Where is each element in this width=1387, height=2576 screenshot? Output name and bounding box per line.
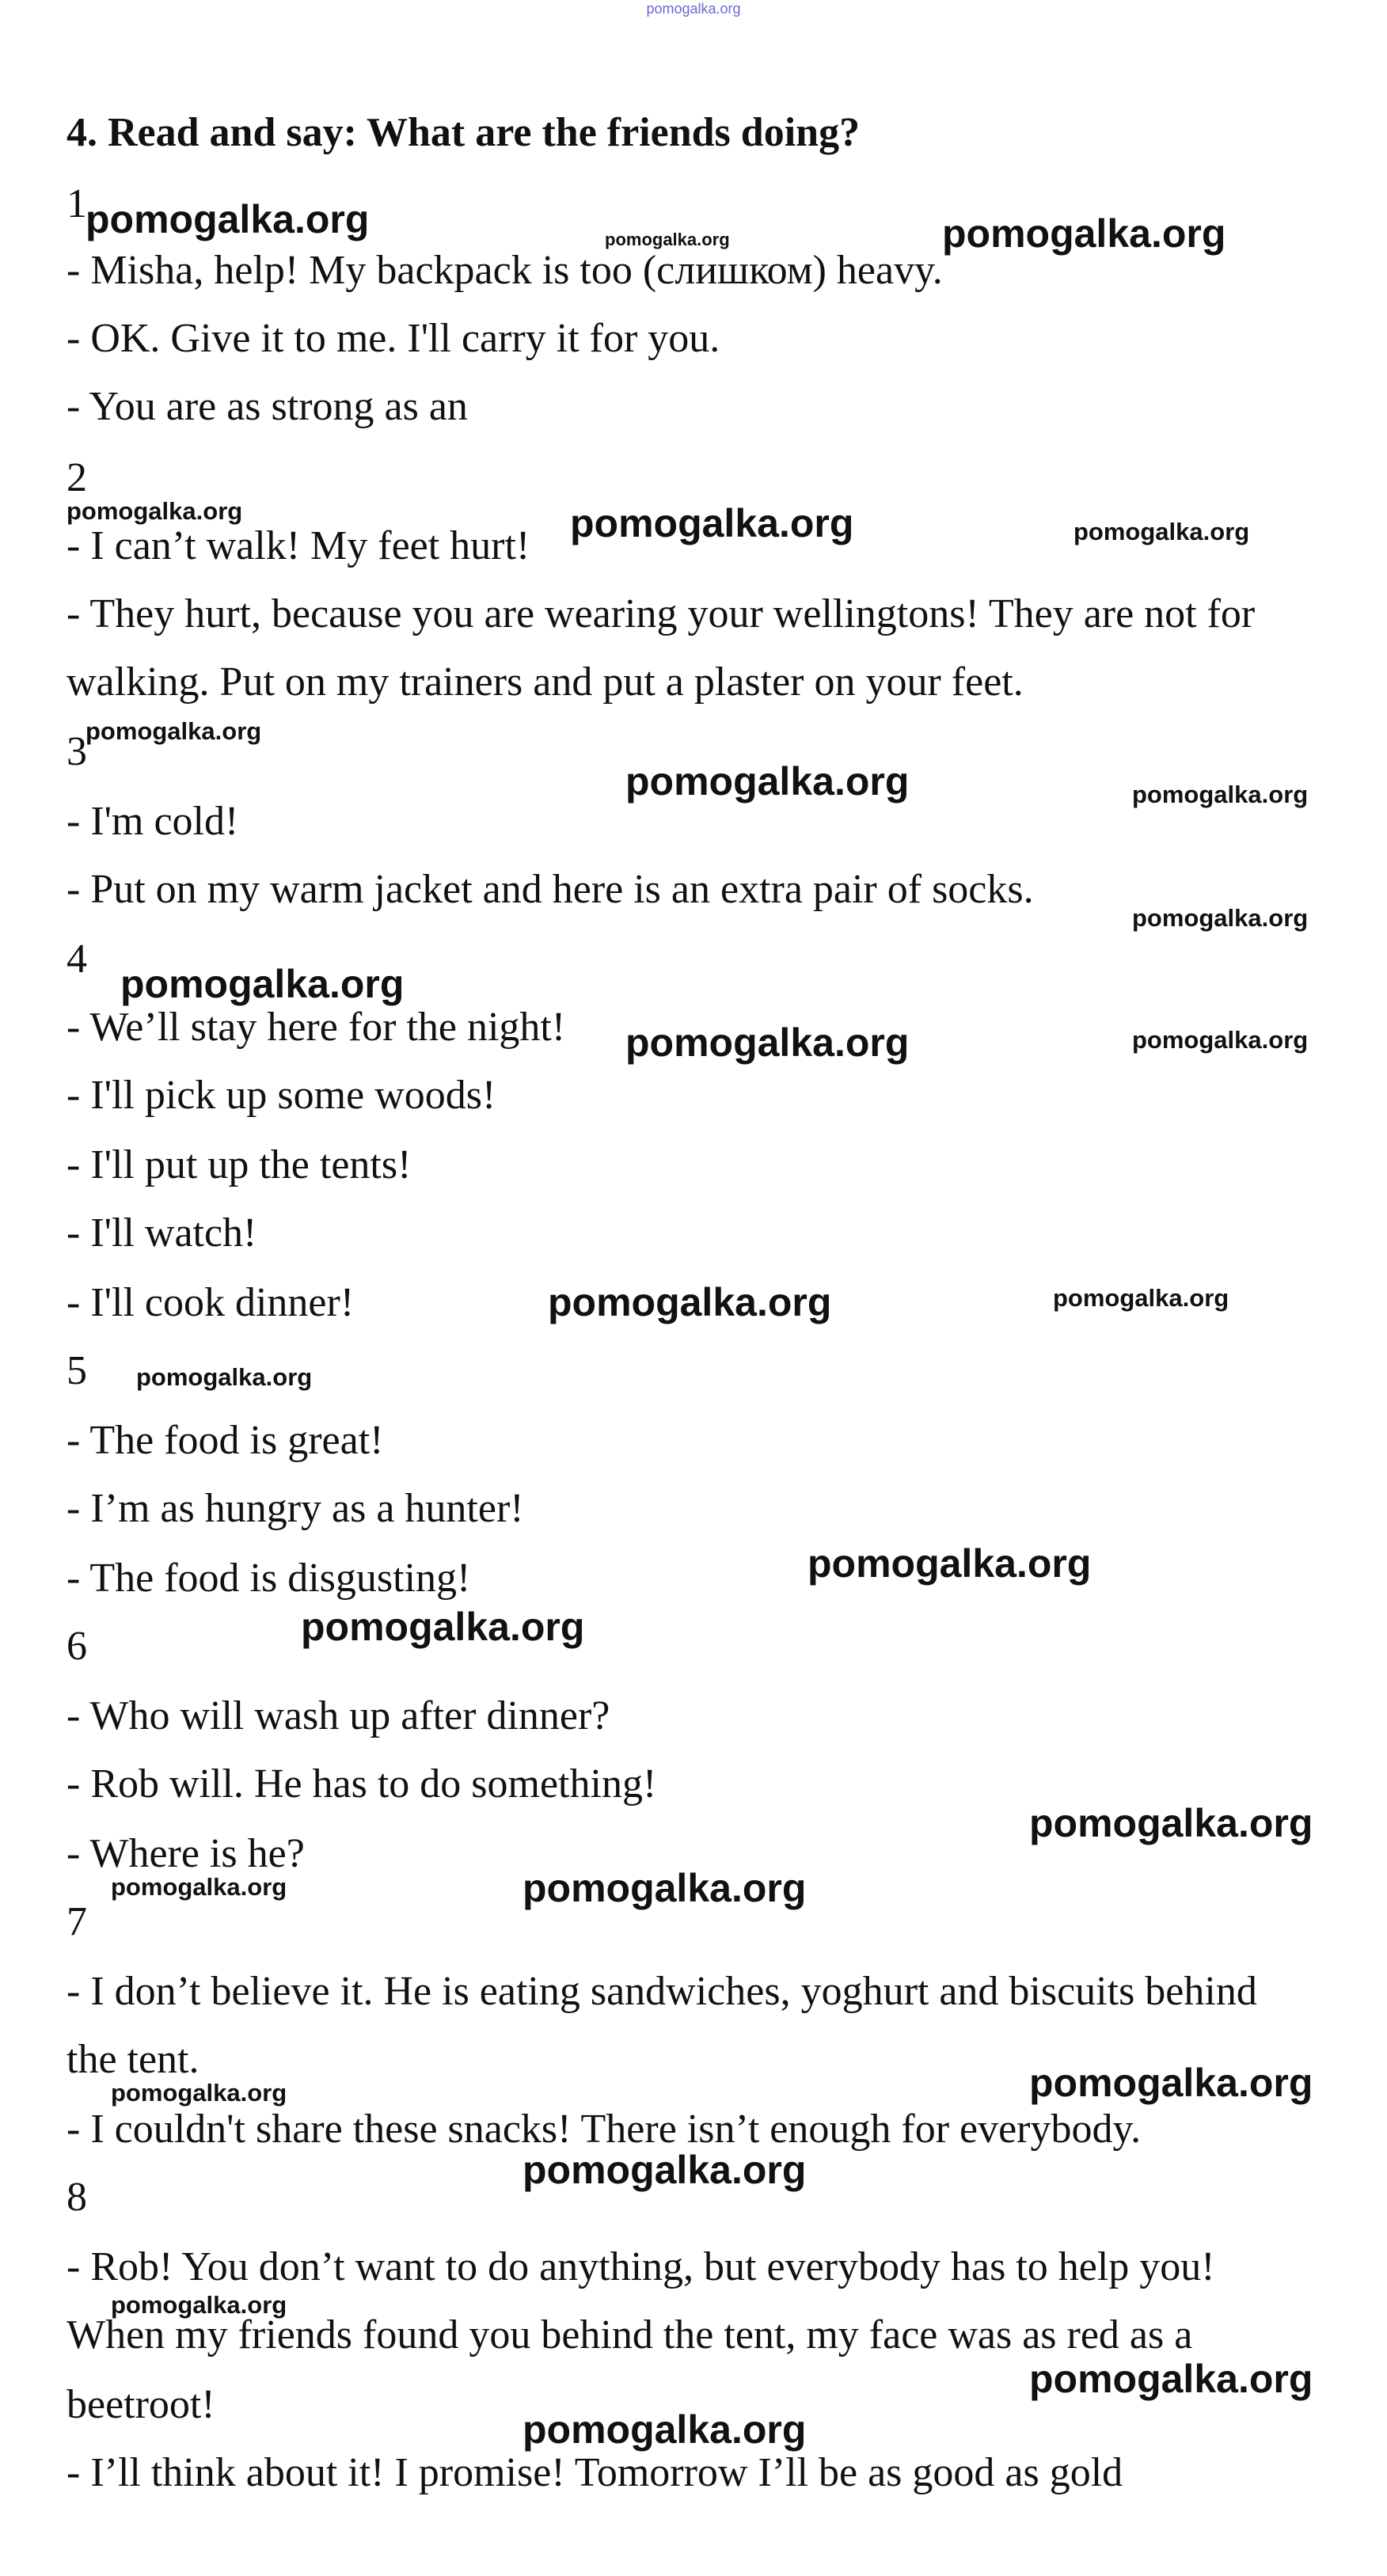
dialogue-line: - I'm cold! xyxy=(66,799,239,844)
dialogue-line: - I don’t believe it. He is eating sandwiches, yoghurt and biscuits behind xyxy=(66,1969,1257,2014)
dialogue-line: - The food is great! xyxy=(66,1418,384,1463)
watermark: pomogalka.org xyxy=(605,230,730,249)
dialogue-line: - Who will wash up after dinner? xyxy=(66,1693,610,1738)
watermark: pomogalka.org xyxy=(1074,518,1250,545)
dialogue-line: - Rob! You don’t want to do anything, but everybody has to help you! xyxy=(66,2244,1215,2289)
dialogue-number: 6 xyxy=(66,1624,87,1669)
dialogue-number: 5 xyxy=(66,1348,87,1393)
dialogue-line: - I'll pick up some woods! xyxy=(66,1073,496,1118)
dialogue-line: - They hurt, because you are wearing your wellingtons! They are not for xyxy=(66,591,1256,636)
watermark: pomogalka.org xyxy=(808,1541,1092,1586)
watermark: pomogalka.org xyxy=(522,1866,807,1910)
watermark: pomogalka.org xyxy=(136,1363,313,1391)
dialogue-line: - We’ll stay here for the night! xyxy=(66,1005,566,1050)
dialogue-line: the tent. xyxy=(66,2037,200,2082)
dialogue-number: 2 xyxy=(66,455,87,500)
exercise-title: 4. Read and say: What are the friends doing? xyxy=(66,110,861,155)
dialogue-line: - I’m as hungry as a hunter! xyxy=(66,1486,524,1531)
dialogue-line: - I'll cook dinner! xyxy=(66,1280,355,1325)
dialogue-line: - You are as strong as an xyxy=(66,384,468,429)
watermark: pomogalka.org xyxy=(301,1605,585,1649)
dialogue-number: 1 xyxy=(66,181,87,226)
watermark: pomogalka.org xyxy=(522,2407,807,2452)
dialogue-number: 8 xyxy=(66,2175,87,2220)
dialogue-line: When my friends found you behind the tent, my face was as red as a xyxy=(66,2312,1193,2358)
dialogue-line: - Where is he? xyxy=(66,1831,305,1876)
watermark: pomogalka.org xyxy=(625,1020,910,1065)
watermark: pomogalka.org xyxy=(111,1873,287,1901)
watermark: pomogalka.org xyxy=(66,497,243,525)
dialogue-line: - I'll put up the tents! xyxy=(66,1142,412,1187)
watermark: pomogalka.org xyxy=(570,501,854,545)
dialogue-line: - I can’t walk! My feet hurt! xyxy=(66,523,530,568)
watermark: pomogalka.org xyxy=(522,2148,807,2192)
watermark: pomogalka.org xyxy=(1029,2357,1313,2401)
watermark: pomogalka.org xyxy=(1132,904,1309,932)
watermark: pomogalka.org xyxy=(548,1280,832,1324)
dialogue-line: - OK. Give it to me. I'll carry it for you. xyxy=(66,316,720,361)
dialogue-line: walking. Put on my trainers and put a plaster on your feet. xyxy=(66,659,1024,705)
dialogue-line: - Rob will. He has to do something! xyxy=(66,1761,657,1807)
watermark: pomogalka.org xyxy=(86,717,262,745)
dialogue-line: - I'll watch! xyxy=(66,1210,257,1256)
dialogue-number: 3 xyxy=(66,729,87,774)
watermark: pomogalka.org xyxy=(1132,781,1309,808)
watermark: pomogalka.org xyxy=(625,759,910,804)
dialogue-number: 7 xyxy=(66,1899,87,1944)
dialogue-line: - I couldn't share these snacks! There isn’t enough for everybody. xyxy=(66,2107,1142,2152)
watermark: pomogalka.org xyxy=(111,2079,287,2107)
dialogue-number: 4 xyxy=(66,937,87,982)
site-mark[interactable]: pomogalka.org xyxy=(646,1,741,17)
dialogue-line: - Misha, help! My backpack is too (слишком) heavy. xyxy=(66,248,943,293)
dialogue-line: - I’ll think about it! I promise! Tomorrow I’ll be as good as gold xyxy=(66,2450,1123,2495)
watermark: pomogalka.org xyxy=(120,962,405,1006)
watermark: pomogalka.org xyxy=(1132,1026,1309,1054)
watermark: pomogalka.org xyxy=(86,197,370,241)
watermark: pomogalka.org xyxy=(1029,1801,1313,1845)
dialogue-line: - The food is disgusting! xyxy=(66,1556,471,1601)
dialogue-line: beetroot! xyxy=(66,2382,215,2427)
watermark: pomogalka.org xyxy=(1029,2061,1313,2105)
watermark: pomogalka.org xyxy=(111,2291,287,2319)
dialogue-line: - Put on my warm jacket and here is an extra pair of socks. xyxy=(66,867,1034,912)
watermark: pomogalka.org xyxy=(942,211,1226,256)
watermark: pomogalka.org xyxy=(1053,1284,1229,1312)
